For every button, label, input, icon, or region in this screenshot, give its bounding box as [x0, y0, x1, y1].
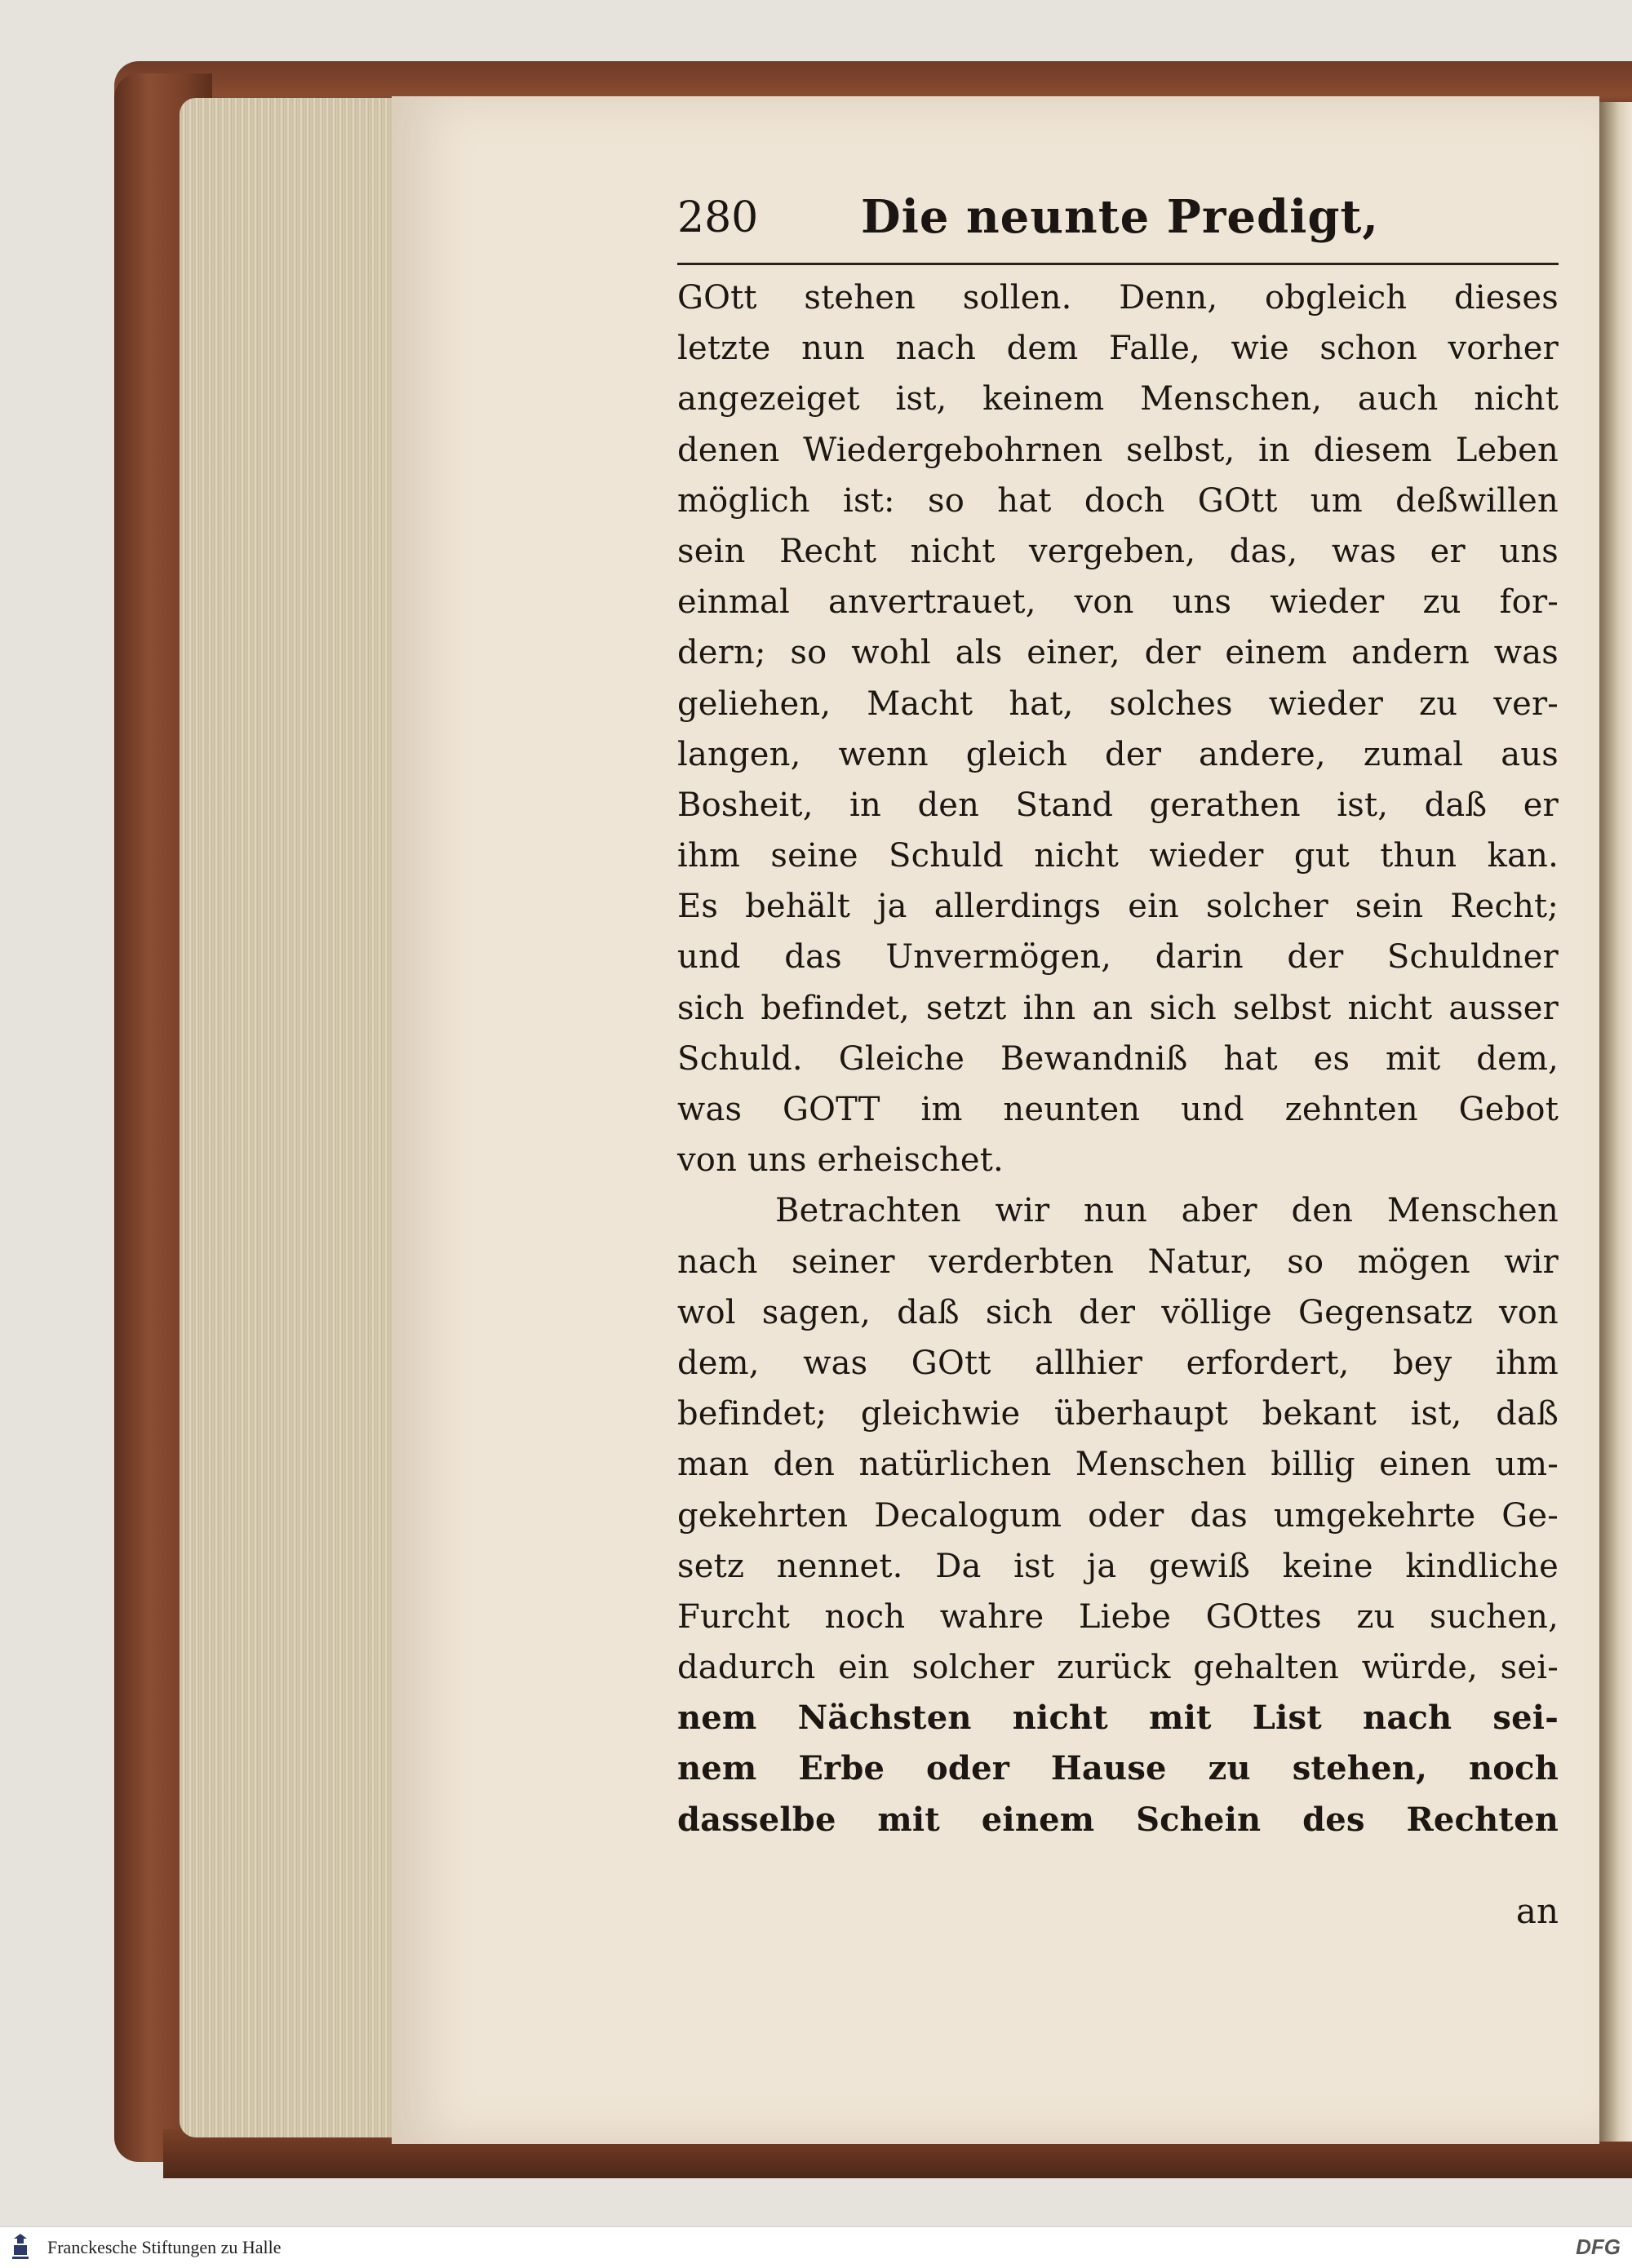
- text-line: von uns erheischet.: [677, 1141, 1004, 1180]
- text-line: angezeiget ist, keinem Menschen, auch nicht: [677, 380, 1559, 419]
- text-line: GOtt stehen sollen. Denn, obgleich dieses: [677, 279, 1559, 317]
- text-line: letzte nun nach dem Falle, wie schon vorher: [677, 330, 1559, 368]
- page-edges: [180, 98, 404, 2137]
- emphasized-line: nem Erbe oder Hause zu stehen, noch: [677, 1749, 1559, 1788]
- dfg-logo: DFG: [1576, 2235, 1621, 2259]
- paragraph-first-line: Betrachten wir nun aber den Menschen: [775, 1192, 1559, 1230]
- text-line: langen, wenn gleich der andere, zumal aus: [677, 735, 1559, 773]
- text-line: Furcht noch wahre Liebe GOttes zu suchen,: [677, 1597, 1559, 1636]
- text-line: man den natürlichen Menschen billig einen um-: [677, 1446, 1559, 1484]
- text-line: befindet; gleichwie überhaupt bekant ist, daß: [677, 1395, 1559, 1433]
- text-line: dem, was GOtt allhier erfordert, bey ihm: [677, 1344, 1559, 1382]
- text-line: dern; so wohl als einer, der einem andern was: [677, 634, 1559, 672]
- text-line: dadurch ein solcher zurück gehalten würde, sei-: [677, 1649, 1559, 1687]
- text-line: sein Recht nicht vergeben, das, was er uns: [677, 532, 1559, 570]
- running-title: Die neunte Predigt,: [861, 190, 1379, 244]
- institution-name: Franckesche Stiftungen zu Halle: [47, 2237, 282, 2257]
- header-rule: [677, 263, 1559, 265]
- text-line: wol sagen, daß sich der völlige Gegensatz von: [677, 1293, 1559, 1331]
- page-gutter: [1599, 102, 1632, 2142]
- text-line: Bosheit, in den Stand gerathen ist, daß er: [677, 786, 1559, 824]
- page-header: [677, 184, 1559, 257]
- text-line: sich befindet, setzt ihn an sich selbst nicht ausser: [677, 989, 1559, 1027]
- text-line: ihm seine Schuld nicht wieder gut thun kan.: [677, 837, 1559, 875]
- text-line: setz nennet. Da ist ja gewiß keine kindliche: [677, 1547, 1559, 1585]
- text-line: was GOTT im neunten und zehnten Gebot: [677, 1091, 1559, 1128]
- emphasized-line: nem Nächsten nicht mit List nach sei-: [677, 1699, 1559, 1738]
- text-line: möglich ist: so hat doch GOtt um deßwillen: [677, 481, 1559, 520]
- text-line: einmal anvertrauet, von uns wieder zu for-: [677, 583, 1559, 622]
- foundation-logo-icon: [11, 2234, 29, 2261]
- body-text: [677, 272, 1559, 1845]
- viewer-footer: [0, 2226, 1632, 2268]
- text-line: denen Wiedergebohrnen selbst, in diesem Leben: [677, 431, 1559, 469]
- text-line: geliehen, Macht hat, solches wieder zu ver-: [677, 684, 1559, 723]
- text-line: Schuld. Gleiche Bewandniß hat es mit dem,: [677, 1039, 1559, 1078]
- emphasized-line: dasselbe mit einem Schein des Rechten: [677, 1800, 1559, 1839]
- text-line: und das Unvermögen, darin der Schuldner: [677, 938, 1559, 977]
- page-number: 280: [677, 193, 759, 242]
- text-line: Es behält ja allerdings ein solcher sein Recht;: [677, 888, 1559, 926]
- catchword: an: [1515, 1891, 1559, 1931]
- text-line: gekehrten Decalogum oder das umgekehrte Ge-: [677, 1496, 1559, 1535]
- text-line: nach seiner verderbten Natur, so mögen wir: [677, 1243, 1559, 1281]
